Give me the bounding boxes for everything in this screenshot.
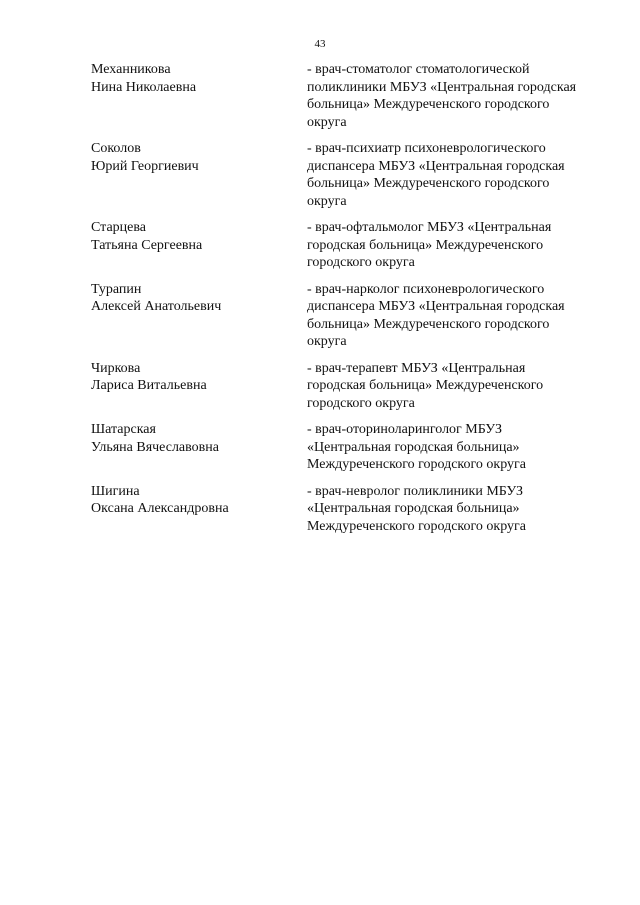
position-line: - врач-стоматолог стоматологической [307,62,530,77]
position-line: Междуреченского городского округа [307,457,526,472]
staff-entry [91,483,611,536]
given-names: Нина Николаевна [91,79,197,95]
position-line: городского округа [307,395,415,411]
staff-position [307,61,607,131]
staff-name [91,360,307,413]
staff-entry [91,61,611,131]
surname: Механникова [91,62,171,77]
position-line: городская больница» Междуреченского [307,378,544,393]
staff-name [91,219,307,272]
position-line: городская больница» Междуреченского [307,237,544,253]
position-line: - врач-оториноларинголог МБУЗ [307,422,503,437]
staff-position [307,281,607,351]
staff-position [307,483,607,536]
given-names: Оксана Александровна [91,501,229,516]
position-line: больница» Междуреченского городского [307,97,550,112]
staff-entry [91,281,611,351]
surname: Шатарская [91,422,156,437]
given-names: Юрий Георгиевич [91,158,199,174]
staff-position [307,360,607,413]
position-line: - врач-офтальмолог МБУЗ «Центральная [307,220,552,235]
position-line: «Центральная городская больница» [307,501,520,516]
staff-position [307,140,607,210]
position-line: больница» Междуреченского городского [307,176,550,191]
position-line: городского округа [307,255,415,270]
staff-entry [91,140,611,210]
given-names: Лариса Витальевна [91,378,207,393]
position-line: округа [307,334,347,349]
surname: Чиркова [91,360,141,376]
position-line: поликлиники МБУЗ «Центральная городская [307,79,577,95]
staff-entry [91,421,611,474]
given-names: Татьяна Сергеевна [91,237,203,253]
staff-entry [91,360,611,413]
staff-list [91,61,611,544]
staff-position [307,421,607,474]
staff-name [91,483,307,536]
staff-entry [91,219,611,272]
position-line: диспансера МБУЗ «Центральная городская [307,299,565,314]
position-line: - врач-нарколог психоневрологического [307,281,545,297]
surname: Шигина [91,483,140,499]
given-names: Алексей Анатольевич [91,299,222,314]
staff-name [91,61,307,131]
staff-position [307,219,607,272]
position-line: округа [307,193,347,209]
position-line: - врач-невролог поликлиники МБУЗ [307,483,524,499]
staff-name [91,281,307,351]
position-line: больница» Междуреченского городского [307,316,550,332]
staff-name [91,140,307,210]
surname: Соколов [91,141,141,156]
position-line: - врач-терапевт МБУЗ «Центральная [307,360,526,376]
surname: Турапин [91,281,142,297]
given-names: Ульяна Вячеславовна [91,439,219,455]
surname: Старцева [91,220,147,235]
position-line: диспансера МБУЗ «Центральная городская [307,158,565,174]
position-line: «Центральная городская больница» [307,439,520,455]
position-line: округа [307,114,347,130]
staff-name [91,421,307,474]
page-number: 43 [314,38,326,50]
position-line: - врач-психиатр психоневрологического [307,141,546,156]
position-line: Междуреченского городского округа [307,518,526,534]
